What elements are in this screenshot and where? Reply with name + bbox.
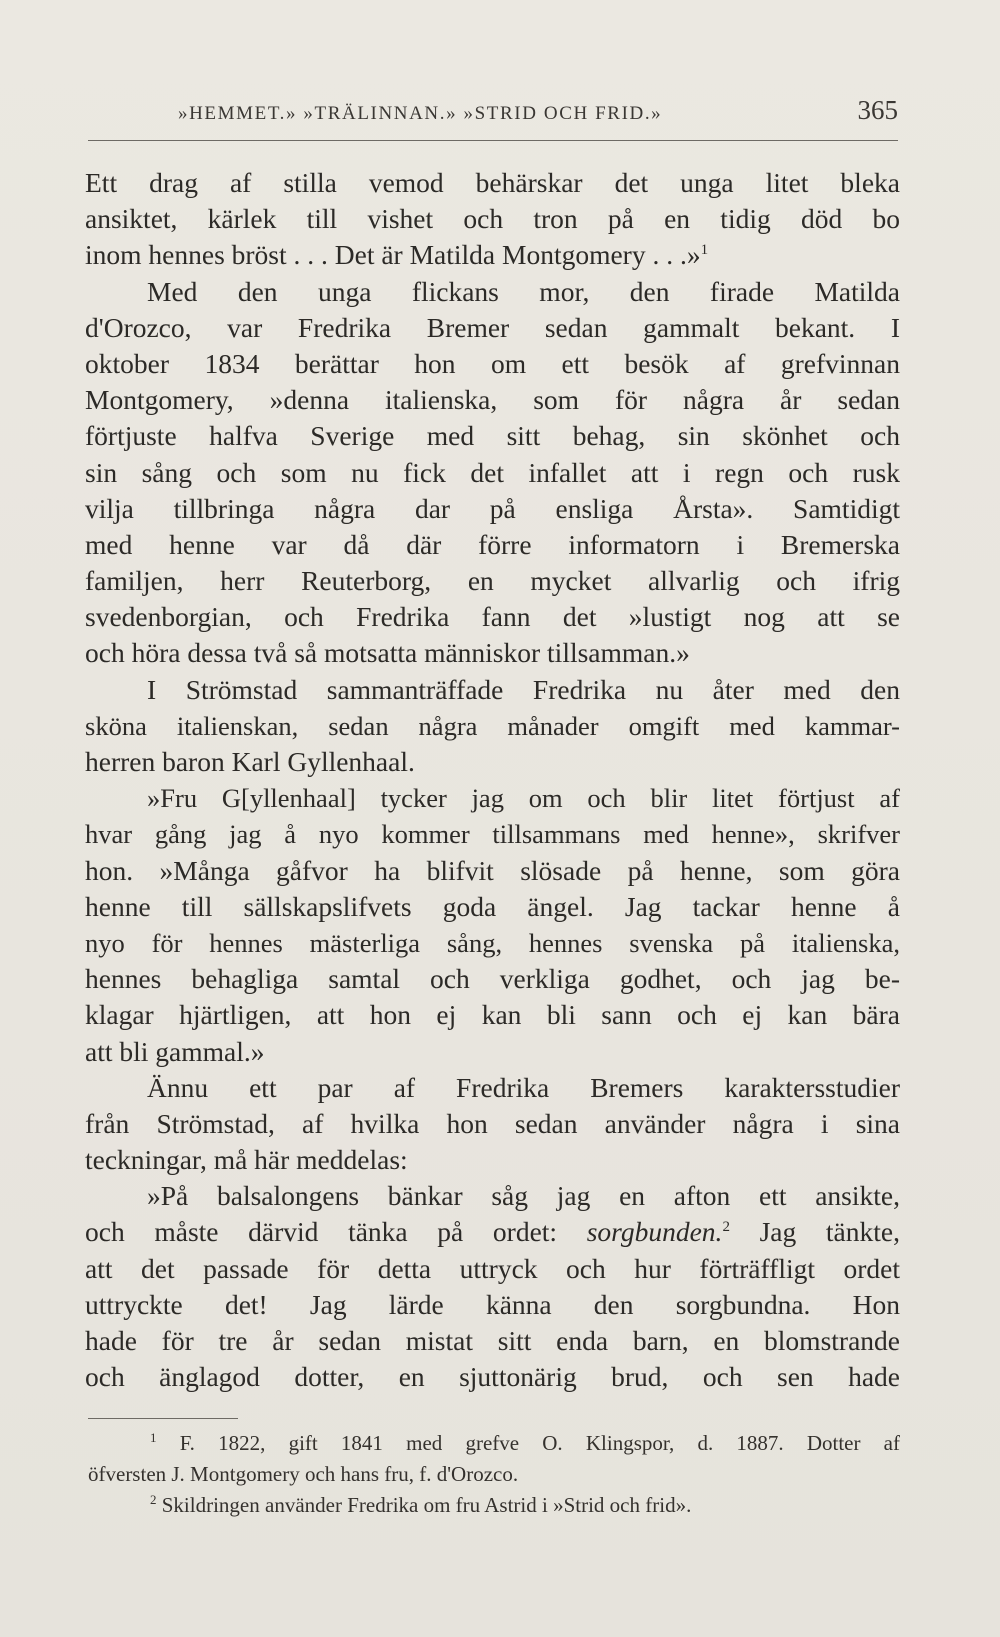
text-line: familjen, herr Reuterborg, en mycket allvarlig och ifrig — [85, 565, 900, 597]
text-line: från Strömstad, af hvilka hon sedan använder några i sina — [85, 1107, 900, 1139]
footnote-ref: 2 — [722, 1219, 730, 1236]
text-line: teckningar, må här meddelas: — [85, 1144, 408, 1176]
text-line: hennes behagliga samtal och verkliga godhet, och jag be- — [85, 963, 900, 995]
text-line: och måste därvid tänka på ordet: sorgbunden.$^2$ Jag tänkte, — [85, 1216, 900, 1248]
text-line: hon. »Många gåfvor ha blifvit slösade på henne, som göra — [85, 854, 900, 886]
page-number: 365 — [857, 95, 898, 125]
text-line: klagar hjärtligen, att hon ej kan bli sann och ej kan bära — [85, 999, 900, 1031]
text-line: nyo för hennes mästerliga sång, hennes svenska på italienska, — [85, 927, 900, 958]
text-line: att det passade för detta uttryck och hur förträffligt ordet — [85, 1252, 900, 1284]
text-line: uttryckte det! Jag lärde känna den sorgbundna. Hon — [85, 1288, 900, 1320]
running-head: »HEMMET.» »TRÄLINNAN.» »STRID OCH FRID.» — [178, 103, 663, 124]
header-rule — [88, 140, 898, 141]
footnote-mark: 2 — [150, 1492, 157, 1507]
text-line: hade för tre år sedan mistat sitt enda barn, en blomstrande — [85, 1325, 900, 1356]
text-line: Ännu ett par af Fredrika Bremers karaktersstudier — [147, 1071, 900, 1103]
text-line: Montgomery, »denna italienska, som för några år sedan — [85, 384, 900, 416]
text-line: hvar gång jag å nyo kommer tillsammans med henne», skrifver — [85, 819, 900, 850]
footnote-rule — [88, 1418, 238, 1419]
text-line: ansiktet, kärlek till vishet och tron på en tidig död bo — [85, 203, 900, 235]
text-line: Med den unga flickans mor, den firade Matilda — [147, 275, 900, 307]
text-line: svedenborgian, och Fredrika fann det »lustigt nog att se — [85, 601, 900, 633]
text-line: med henne var då där förre informatorn i Bremerska — [85, 528, 900, 560]
text-line: att bli gammal.» — [85, 1035, 265, 1067]
text-line: och höra dessa två så motsatta människor tillsamman.» — [85, 637, 690, 669]
text-line: henne till sällskapslifvets goda ängel. Jag tackar henne å — [85, 890, 900, 922]
footnote-ref: 1 — [700, 242, 709, 259]
text-line: oktober 1834 berättar hon om ett besök af grefvinnan — [85, 347, 900, 379]
footnote-line: öfversten J. Montgomery och hans fru, f. d'Orozco. — [88, 1462, 519, 1486]
footnotes — [88, 1428, 900, 1521]
text-line: och änglagod dotter, en sjuttonärig brud, och sen hade — [85, 1361, 900, 1393]
footnote-line: $^2$ Skildringen använder Fredrika om fru Astrid i »Strid och frid». — [150, 1492, 692, 1517]
text-line: I Strömstad sammanträffade Fredrika nu åter med den — [147, 673, 900, 705]
body-text — [85, 165, 900, 1395]
text-line: Ett drag af stilla vemod behärskar det unga litet bleka — [85, 167, 900, 198]
footnote-mark: 1 — [150, 1430, 157, 1445]
text-line: sin sång och som nu fick det infallet att i regn och rusk — [85, 456, 900, 488]
text-line: »På balsalongens bänkar såg jag en afton ett ansikte, — [147, 1180, 900, 1212]
italic-word: sorgbunden. — [586, 1216, 723, 1248]
footnote-line: $^1$ F. 1822, gift 1841 med grefve O. Klingspor, d. 1887. Dotter af — [150, 1430, 900, 1455]
page-header — [178, 95, 898, 135]
text-line: d'Orozco, var Fredrika Bremer sedan gammalt bekant. I — [85, 311, 900, 343]
text-line: sköna italienskan, sedan några månader omgift med kammar- — [85, 710, 900, 741]
text-line: vilja tillbringa några dar på ensliga Årsta». Samtidigt — [85, 492, 900, 524]
text-line: herren baron Karl Gyllenhaal. — [85, 746, 415, 777]
text-line: »Fru G[yllenhaal] tycker jag om och blir litet förtjust af — [147, 783, 900, 814]
text-line: förtjuste halfva Sverige med sitt behag, sin skönhet och — [85, 420, 900, 452]
text-line: inom hennes bröst . . . Det är Matilda Montgomery . . .»$^1$ — [85, 239, 709, 271]
